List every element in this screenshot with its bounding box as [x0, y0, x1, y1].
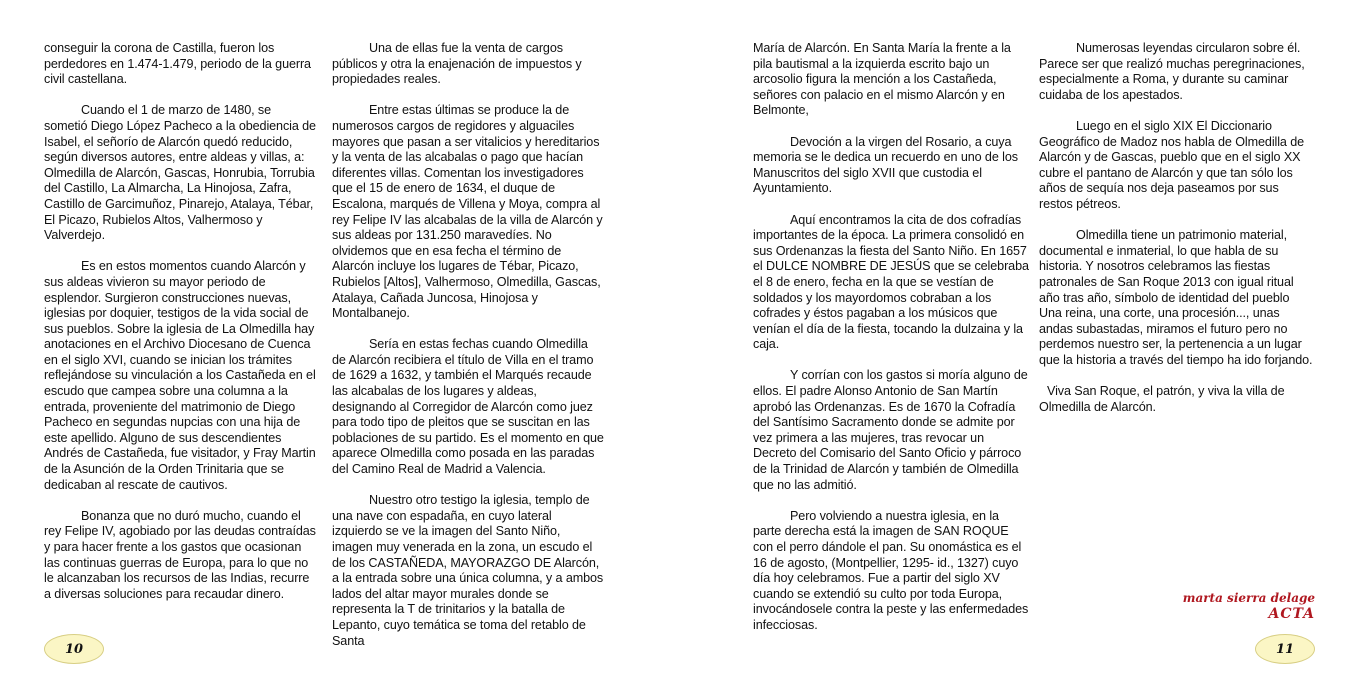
paragraph: Devoción a la virgen del Rosario, a cuya memoria se le dedica un recuerdo en uno de los Manuscritos del siglo XVII que custodia el Ayuntamiento.	[753, 134, 1018, 196]
right-page-column-2	[1039, 41, 1315, 431]
right-page-column-1	[753, 41, 1029, 649]
paragraph: Sería en estas fechas cuando Olmedilla de Alarcón recibiera el título de Villa en el tramo de 1629 a 1632, y también el Marqués recaude las alcabalas de los lugares y aldeas, designando al Corregidor de Alarcón como juez para todo tipo de pleitos que se suscitan en las poblaciones de su partido. Es el momento en que aparece Olmedilla como posada en las paradas del Camino Real de Madrid a Valencia.	[332, 337, 604, 477]
paragraph: Bonanza que no duró mucho, cuando el rey Felipe IV, agobiado por las deudas contraídas y para hacer frente a los gastos que ocasionan las continuas guerras de Europa, para lo que no le alcanzaban los recursos de las Indias, recurre a diversas soluciones para recaudar dinero.	[44, 508, 316, 601]
paragraph: Viva San Roque, el patrón, y viva la villa de Olmedilla de Alarcón.	[1039, 384, 1285, 414]
left-page-column-1	[44, 41, 316, 618]
left-page-column-2	[332, 41, 604, 665]
page-number-right: 11	[1255, 634, 1315, 664]
paragraph: Y corrían con los gastos si moría alguno de ellos. El padre Alonso Antonio de San Martín aprobó las Ordenanzas. Es de 1670 la Cofradía del Santísimo Sacramento donde se admite por vez primera a las mujeres, tras revocar un Decreto del Comisario del Santo Oficio y párroco de la Trinidad de Alarcón y también de Olmedilla que no las admitió.	[753, 368, 1028, 492]
paragraph: Una de ellas fue la venta de cargos públicos y otra la enajenación de impuestos y propiedades reales.	[332, 41, 582, 87]
paragraph: Olmedilla tiene un patrimonio material, documental e inmaterial, lo que habla de su historia. Y nosotros celebramos las fiestas patronales de San Roque 2013 con igual ritual año tras año, símbolo de identidad del pueblo Una reina, una corte, una procesión..., unas andas subastadas, miramos el futuro pero no perdemos nuestro ser, la pertenencia a un lugar que la historia a través del tiempo ha ido forjando.	[1039, 228, 1313, 367]
paragraph: Luego en el siglo XIX El Diccionario Geográfico de Madoz nos habla de Olmedilla de Alarcón y de Gascas, pueblo que en el siglo XX cubre el pantano de Alarcón y que tan sólo los años de sequía nos deja paseamos por sus restos pétreos.	[1039, 118, 1305, 211]
page-number-left: 10	[44, 634, 104, 664]
paragraph: Pero volviendo a nuestra iglesia, en la parte derecha está la imagen de SAN ROQUE con el perro dándole el pan. Su onomástica es el 16 de agosto, (Montpellier, 1295- id., 1327) cuyo día hoy celebramos. Fue a partir del siglo XV cuando se extendió su culto por toda Europa, invocándosele contra la peste y las enfermedades infecciosas.	[753, 508, 1029, 632]
paragraph: Nuestro otro testigo la iglesia, templo de una nave con espadaña, en cuyo lateral izquierdo se ve la imagen del Santo Niño, imagen muy venerada en la zona, un escudo el de los CASTAÑEDA, MAYORAZGO DE Alarcón, a la entrada sobre una única columna, y a ambos lados del altar mayor murales donde se representa la T de trinitarios y la batalla de Lepanto, cuyo temática se toma del retablo de Santa	[332, 493, 604, 648]
paragraph: Es en estos momentos cuando Alarcón y sus aldeas vivieron su mayor periodo de esplendor. Surgieron construcciones nuevas, iglesias por doquier, testigos de la vida social de sus pueblos. Sobre la iglesia de La Olmedilla hay anotaciones en el Archivo Diocesano de Cuenca en el siglo XVI, cuando se inician los trámites reflejándose su vinculación a los Castañeda en el escudo que campea sobre una columna a la entrada, proveniente del matrimonio de Diego Pacheco en segundas nupcias con una hija de este apellido. Alguno de sus descendientes Andrés de Castañeda, fue visitador, y Fray Martin de la Asunción de la Orden Trinitaria que se dedicaban al rescate de cautivos.	[44, 259, 316, 492]
paragraph: Entre estas últimas se produce la de numerosos cargos de regidores y alguaciles mayores que pasan a ser vitalicios y hereditarios y la venta de las alcabalas o pago que hacían diferentes villas. Comentan los investigadores que el 15 de enero de 1634, el duque de Escalona, marqués de Villena y Moya, compra al rey Felipe IV las alcabalas de la villa de Alarcón y sus aldeas por 131.250 maravedíes. No olvidemos que en esa fecha el término de Alarcón incluye los lugares de Tébar, Picazo, Rubielos [Altos], Valhermoso, Olmedilla, Gascas, Atalaya, Cañada Juncosa, Hinojosa y Montalbanejo.	[332, 103, 603, 321]
paragraph: Aquí encontramos la cita de dos cofradías importantes de la época. La primera consolidó en sus Ordenanzas la fiesta del Santo Niño. En 1657 el DULCE NOMBRE DE JESÚS que se celebraba el 8 de enero, fecha en la que se vestían de soldados y los mayordomos cobraban a los cofrades y éstos pagaban a los músicos que venían el día de la fiesta, tocando la dulzaina y la caja.	[753, 212, 1029, 352]
signature-author: marta sierra delage	[1182, 591, 1315, 605]
signature-org: ACTA	[1268, 606, 1315, 622]
paragraph: Numerosas leyendas circularon sobre él. Parece ser que realizó muchas peregrinaciones, especialmente a Roma, y durante su caminar cuidaba de los apestados.	[1039, 41, 1305, 102]
paragraph: conseguir la corona de Castilla, fueron los perdedores en 1.474-1.479, periodo de la guerra civil castellana.	[44, 41, 311, 87]
paragraph: Cuando el 1 de marzo de 1480, se sometió Diego López Pacheco a la obediencia de Isabel, el señorío de Alarcón quedó reducido, según diversos autores, entre aldeas y villas, a: Olmedilla de Alarcón, Gascas, Honrubia, Torrubia del Castillo, La Almarcha, La Hinojosa, Zafra, Castillo de Garcimuñoz, Pinarejo, Atalaya, Tébar, El Picazo, Rubielos Altos, Valhermoso y Valverdejo.	[44, 103, 316, 243]
paragraph: María de Alarcón. En Santa María la frente a la pila bautismal a la izquierda escrito bajo un arcosolio figura la mención a los Castañeda, señores con palacio en el mismo Alarcón y en Belmonte,	[753, 41, 1011, 118]
